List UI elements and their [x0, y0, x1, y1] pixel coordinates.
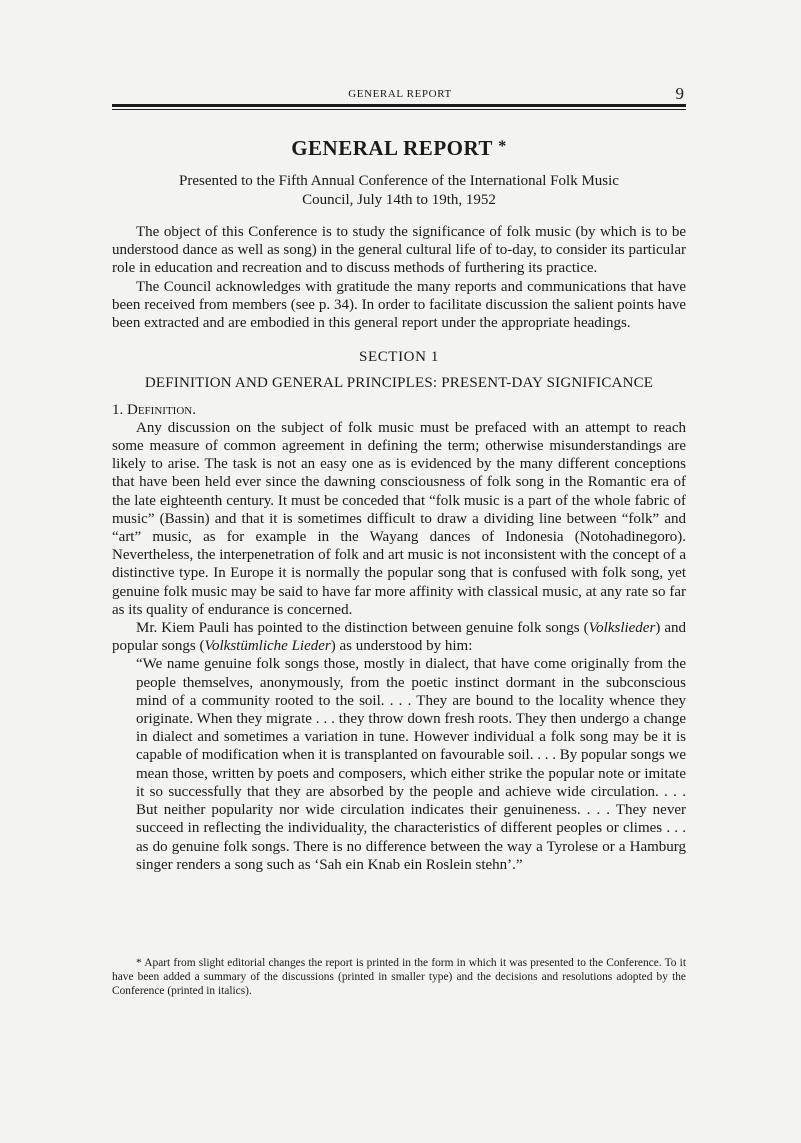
pauli-mid: and popular songs: [112, 620, 686, 655]
section-label: SECTION 1: [359, 349, 439, 366]
pauli-paragraph: Mr. Kiem Pauli has pointed to the distinction between genuine folk songs (Volkslieder) and popular songs (Volkstümliche Lieder) as understood by him:: [112, 620, 686, 655]
term-volkslieder: Volkslieder: [588, 620, 656, 637]
intro-paragraph-1: The object of this Conference is to study the significance of folk music (by which is to be understood dance as well as song) in the general cultural life of to-day, to consider its particular role in education and recreation and to discuss methods of furthering its practice.: [112, 224, 686, 277]
term-volkstumliche-lieder: Volkstümliche Lieder: [204, 638, 331, 655]
pauli-end: as understood by him:: [339, 638, 473, 655]
running-title: GENERAL REPORT: [348, 88, 452, 100]
subsection-number: 1.: [112, 401, 124, 418]
intro-paragraph-2: The Council acknowledges with gratitude the many reports and communications that have been received from members (see p. 34). In order to facilitate discussion the salient points have been extracted and are embodied in this general report under the appropriate headings.: [112, 278, 686, 332]
page-title: [112, 134, 686, 161]
definition-paragraph: Any discussion on the subject of folk music must be prefaced with an attempt to reach some measure of common agreement in defining the term; otherwise misunderstandings are likely to arise. The task is not an easy one as is evidenced by the many different conceptions that have been held ever since the dawning consciousness of folk song in the Romantic era of the late eighteenth century. It must be conceded that “folk music is a part of the whole fabric of music” (Bassin) and that it is sometimes difficult to draw a dividing line between “folk” and “art” music, as for example in the Wayang dances of Indonesia (Notohadinegoro). Nevertheless, the interpenetration of folk and art music is not inconsistent with the concept of a distinctive type. In Europe it is normally the popular song that is confused with folk song, yet genuine folk music may be said to have far more affinity with classical music, at any rate so far as its quality of endurance is concerned.: [112, 419, 686, 618]
header-rule-thin: [112, 109, 686, 110]
title-text: GENERAL REPORT: [291, 136, 493, 160]
subsection-title: Definition.: [127, 401, 196, 418]
page-number: 9: [675, 84, 684, 103]
running-head: [112, 84, 688, 104]
pauli-quote: “We name genuine folk songs those, mostly in dialect, that have come originally from the people themselves, anonymously, from the poetic instinct dormant in the subconscious mind of a community rooted to the soil. . . . They are bound to the locality whence they originate. When they migrate . . . they throw down fresh roots. They then undergo a change in dialect and sometimes a variation in tune. However individual a folk song may be it is capable of modification when it is transplanted on favourable soil. . . . By popular songs we mean those, written by poets and composers, which either strike the popular note or imitate it so successfully that they are absorbed by the people and achieve wide circulation. . . . But neither popularity nor wide circulation indicates their genuineness. . . . They never succeed in reflecting the individuality, the characteristics of different peoples or climes . . . as do genuine folk songs. There is no difference between the way a Tyrolese or a Hamburg singer renders a song such as ‘Sah ein Knab ein Roslein stehn’.”: [136, 656, 686, 873]
footnote: [112, 956, 686, 999]
pauli-intro: Mr. Kiem Pauli has pointed to the distinction between genuine folk songs: [136, 620, 580, 637]
main-content: [112, 134, 686, 874]
subtitle: Presented to the Fifth Annual Conference of the International Folk Music Council, July 14th to 19th, 1952: [179, 173, 619, 208]
title-footnote-mark: *: [498, 138, 507, 155]
section-title: DEFINITION AND GENERAL PRINCIPLES: PRESENT-DAY SIGNIFICANCE: [144, 375, 654, 392]
subsection-heading: [112, 401, 686, 419]
footnote-text: * Apart from slight editorial changes the report is printed in the form in which it was presented to the Conference. To it have been added a summary of the discussions (printed in smaller type) and the decisions and resolutions adopted by the Conference (printed in italics).: [112, 957, 686, 998]
header-rule-thick: [112, 104, 686, 107]
